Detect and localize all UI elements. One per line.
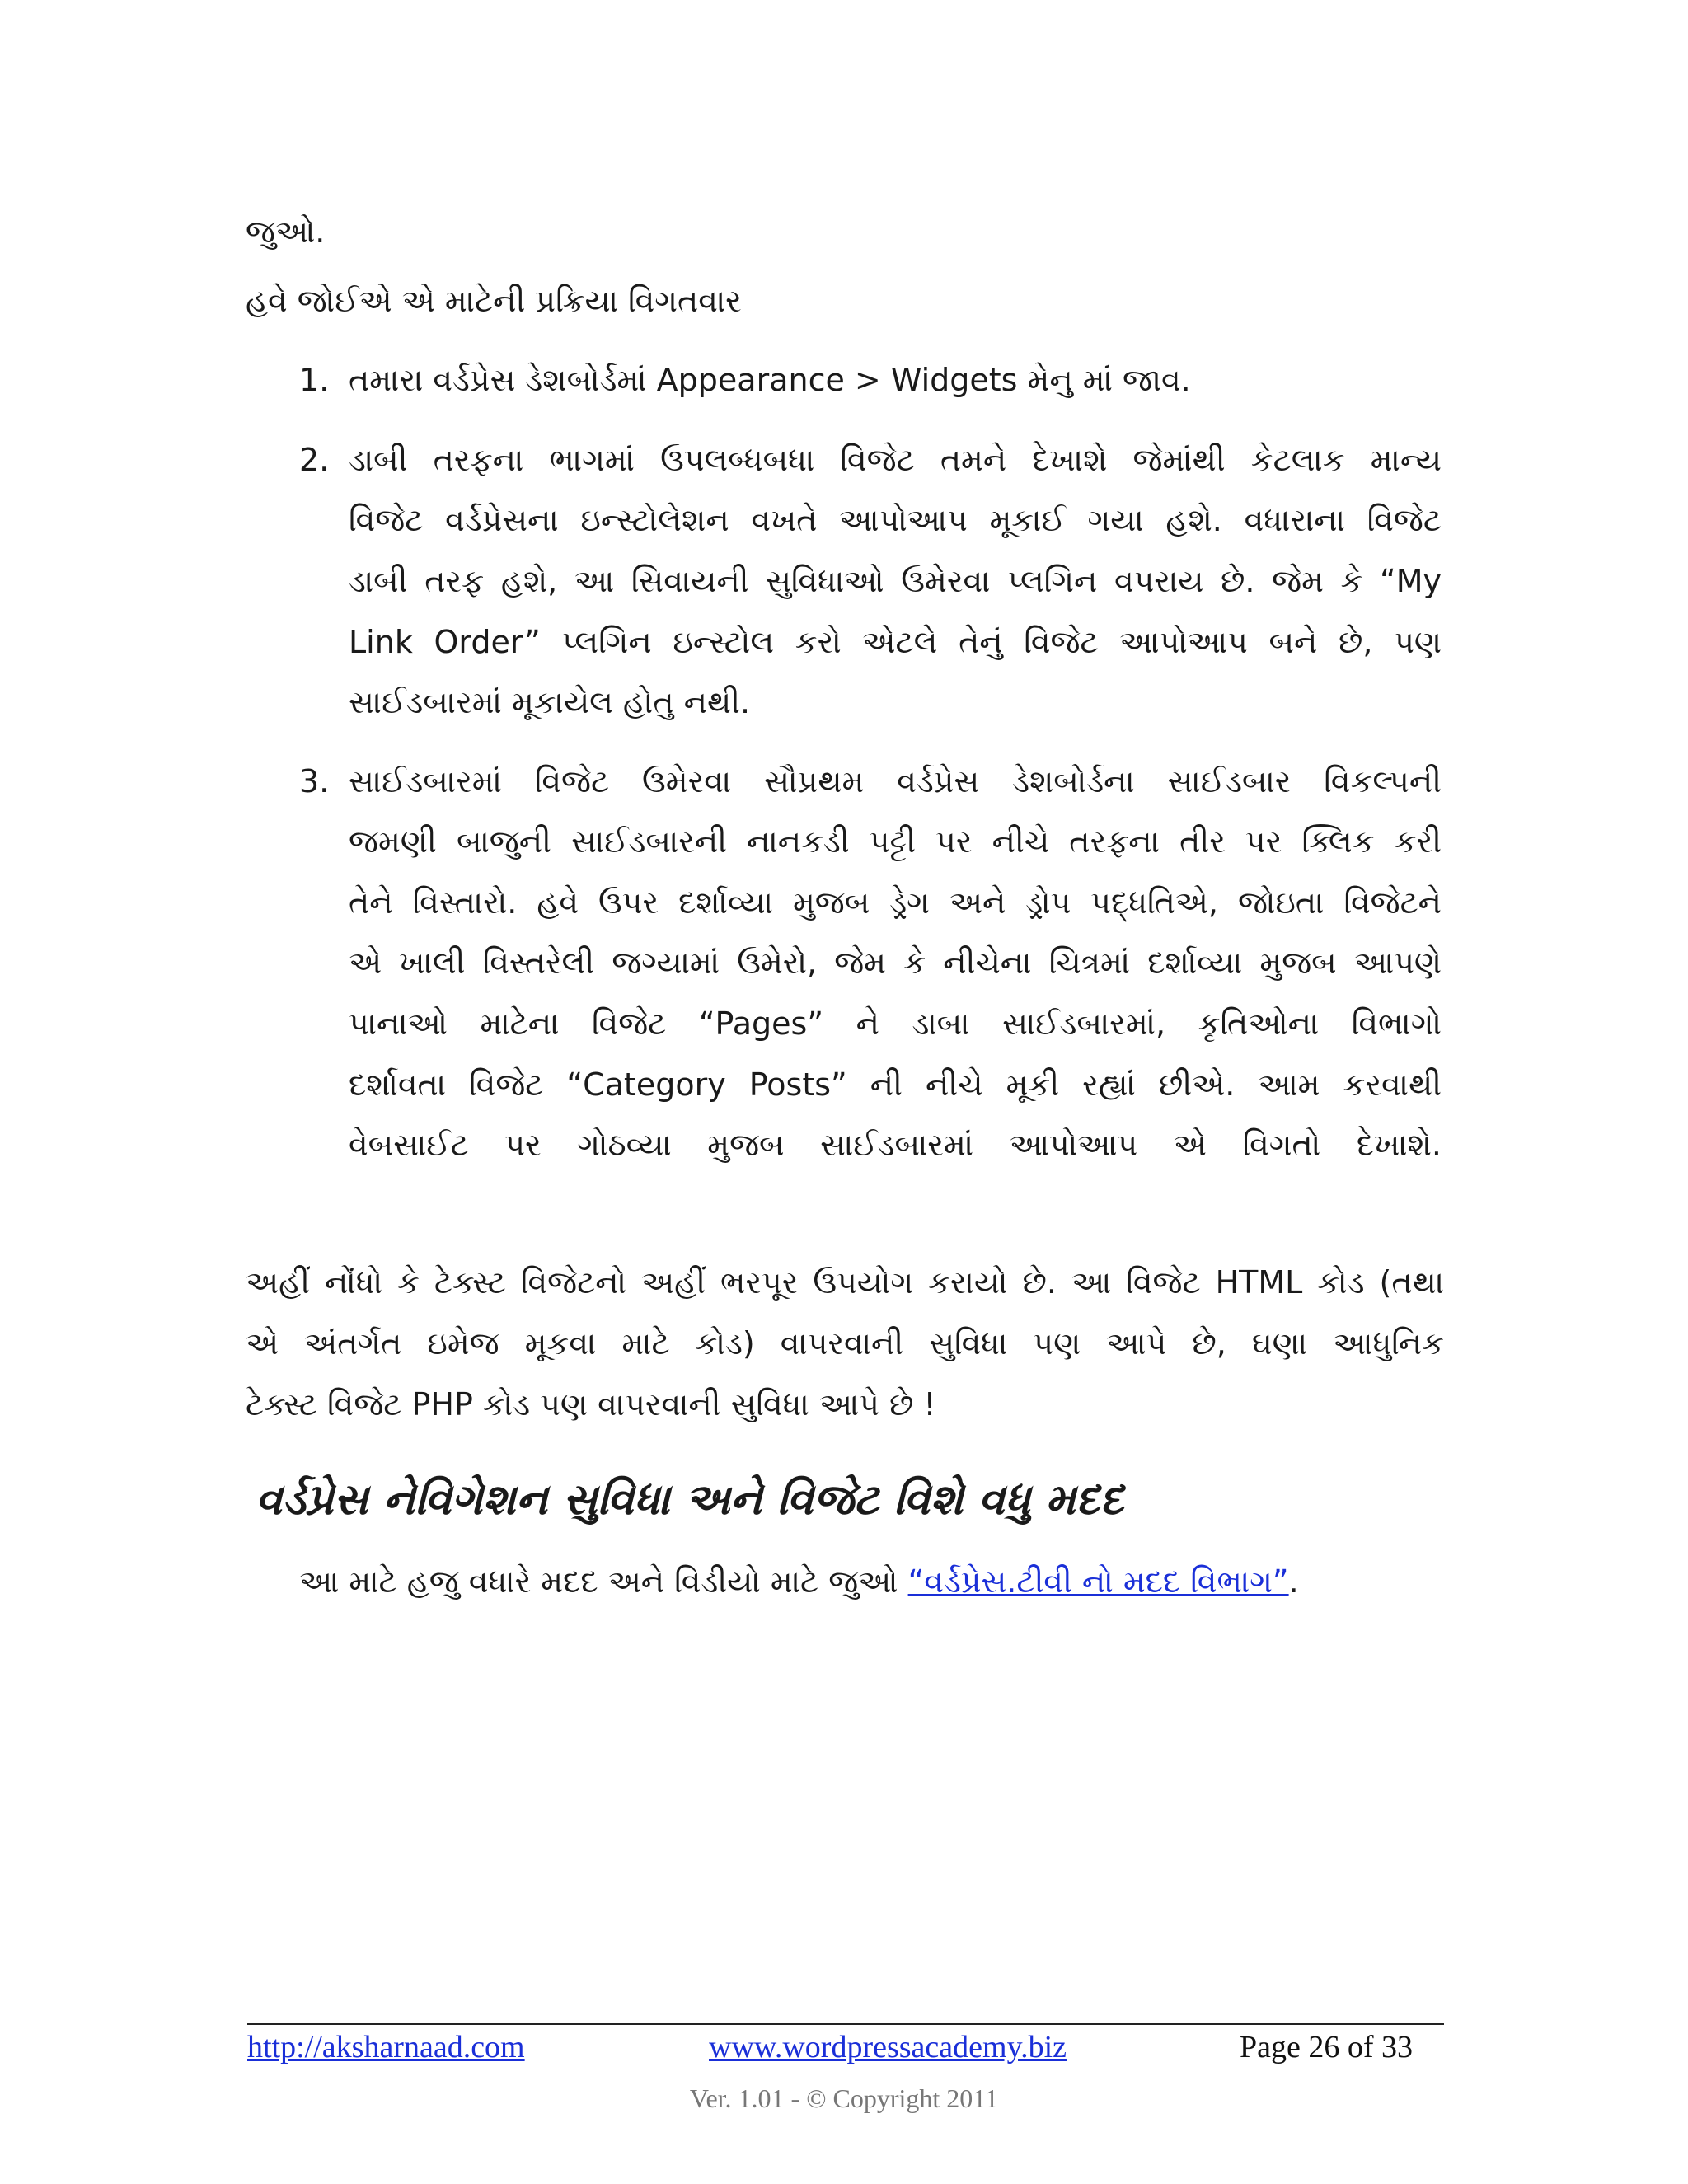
footer-divider (247, 2023, 1444, 2025)
step-2-line-2: વિજેટ વર્ડપ્રેસના ઇન્સ્ટોલેશન વખતે આપોઆપ મૂકાઈ ગયા હશે. વધારાના વિજેટ (349, 502, 1442, 538)
step-3-line-5: પાનાઓ માટેના વિજેટ “Pages” ને ડાબા સાઈડબારમાં, કૃતિઓના વિભાગો (349, 1005, 1442, 1042)
step-2-line-5: સાઈડબારમાં મૂકાયેલ હોતુ નથી. (349, 684, 751, 720)
step-3-line-4: એ ખાલી વિસ્તરેલી જગ્યામાં ઉમેરો, જેમ કે નીચેના ચિત્રમાં દર્શાવ્યા મુજબ આપણે (349, 944, 1442, 981)
step-2-line-1: ડાબી તરફના ભાગમાં ઉપલબ્ધબધા વિજેટ તમને દેખાશે જેમાંથી કેટલાક માન્ય (349, 442, 1442, 478)
note-line-3: ટેક્સ્ટ વિજેટ PHP કોડ પણ વાપરવાની સુવિધા આપે છે ! (246, 1386, 936, 1422)
intro-line-2: હવે જોઈએ એ માટેની પ્રક્રિયા વિગતવાર (246, 283, 742, 319)
section-heading: વર્ડપ્રેસ નેવિગેશન સુવિધા અને વિજેટ વિશે વધુ મદદ (256, 1475, 1124, 1525)
step-2-line-4: Link Order” પ્લગિન ઇન્સ્ટોલ કરો એટલે તેનું વિજેટ આપોઆપ બને છે, પણ (349, 624, 1442, 660)
step-2-line-3: ડાબી તરફ હશે, આ સિવાયની સુવિધાઓ ઉમેરવા પ્લગિન વપરાય છે. જેમ કે “My (349, 563, 1442, 599)
step-1-number: 1. (299, 362, 330, 398)
footer-aksharnaad-link[interactable]: http://aksharnaad.com (247, 2030, 525, 2064)
help-text-end: . (1288, 1563, 1299, 1600)
footer-wordpressacademy-link[interactable]: www.wordpressacademy.biz (709, 2030, 1067, 2064)
note-line-2: એ અંતર્ગત ઇમેજ મૂકવા માટે કોડ) વાપરવાની સુવિધા પણ આપે છે, ઘણા આધુનિક (246, 1325, 1444, 1361)
help-text: આ માટે હજુ વધારે મદદ અને વિડીયો માટે જુઓ (299, 1563, 908, 1600)
intro-line-1: જુઓ. (246, 213, 326, 250)
note-line-1: અહીં નોંધો કે ટેક્સ્ટ વિજેટનો અહીં ભરપૂર ઉપયોગ કરાયો છે. આ વિજેટ HTML કોડ (તથા (246, 1264, 1444, 1301)
step-2-number: 2. (299, 442, 330, 478)
step-3-number: 3. (299, 763, 330, 799)
step-1-line-1: તમારા વર્ડપ્રેસ ડેશબોર્ડમાં Appearance > Widgets મેનુ માં જાવ. (349, 362, 1191, 398)
step-3-line-2: જમણી બાજુની સાઈડબારની નાનકડી પટ્ટી પર નીચે તરફના તીર પર ક્લિક કરી (349, 823, 1442, 860)
step-3-line-1: સાઈડબારમાં વિજેટ ઉમેરવા સૌપ્રથમ વર્ડપ્રેસ ડેશબોર્ડના સાઈડબાર વિકલ્પની (349, 763, 1442, 799)
step-3-line-6: દર્શાવતા વિજેટ “Category Posts” ની નીચે મૂકી રહ્યાં છીએ. આમ કરવાથી (349, 1066, 1442, 1103)
footer-page-number: Page 26 of 33 (1240, 2030, 1414, 2064)
step-3-line-3: તેને વિસ્તારો. હવે ઉપર દર્શાવ્યા મુજબ ડ્રેગ અને ડ્રોપ પદ્ધતિએ, જોઇતા વિજેટને (349, 884, 1442, 921)
step-3-line-7: વેબસાઈટ પર ગોઠવ્યા મુજબ સાઈડબારમાં આપોઆપ એ વિગતો દેખાશે. (349, 1127, 1442, 1163)
footer-version-copyright: Ver. 1.01 - © Copyright 2011 (689, 2083, 999, 2113)
wordpress-tv-help-link[interactable]: “વર્ડપ્રેસ.ટીવી નો મદદ વિભાગ” (907, 1563, 1289, 1600)
help-line (299, 1560, 1299, 1603)
